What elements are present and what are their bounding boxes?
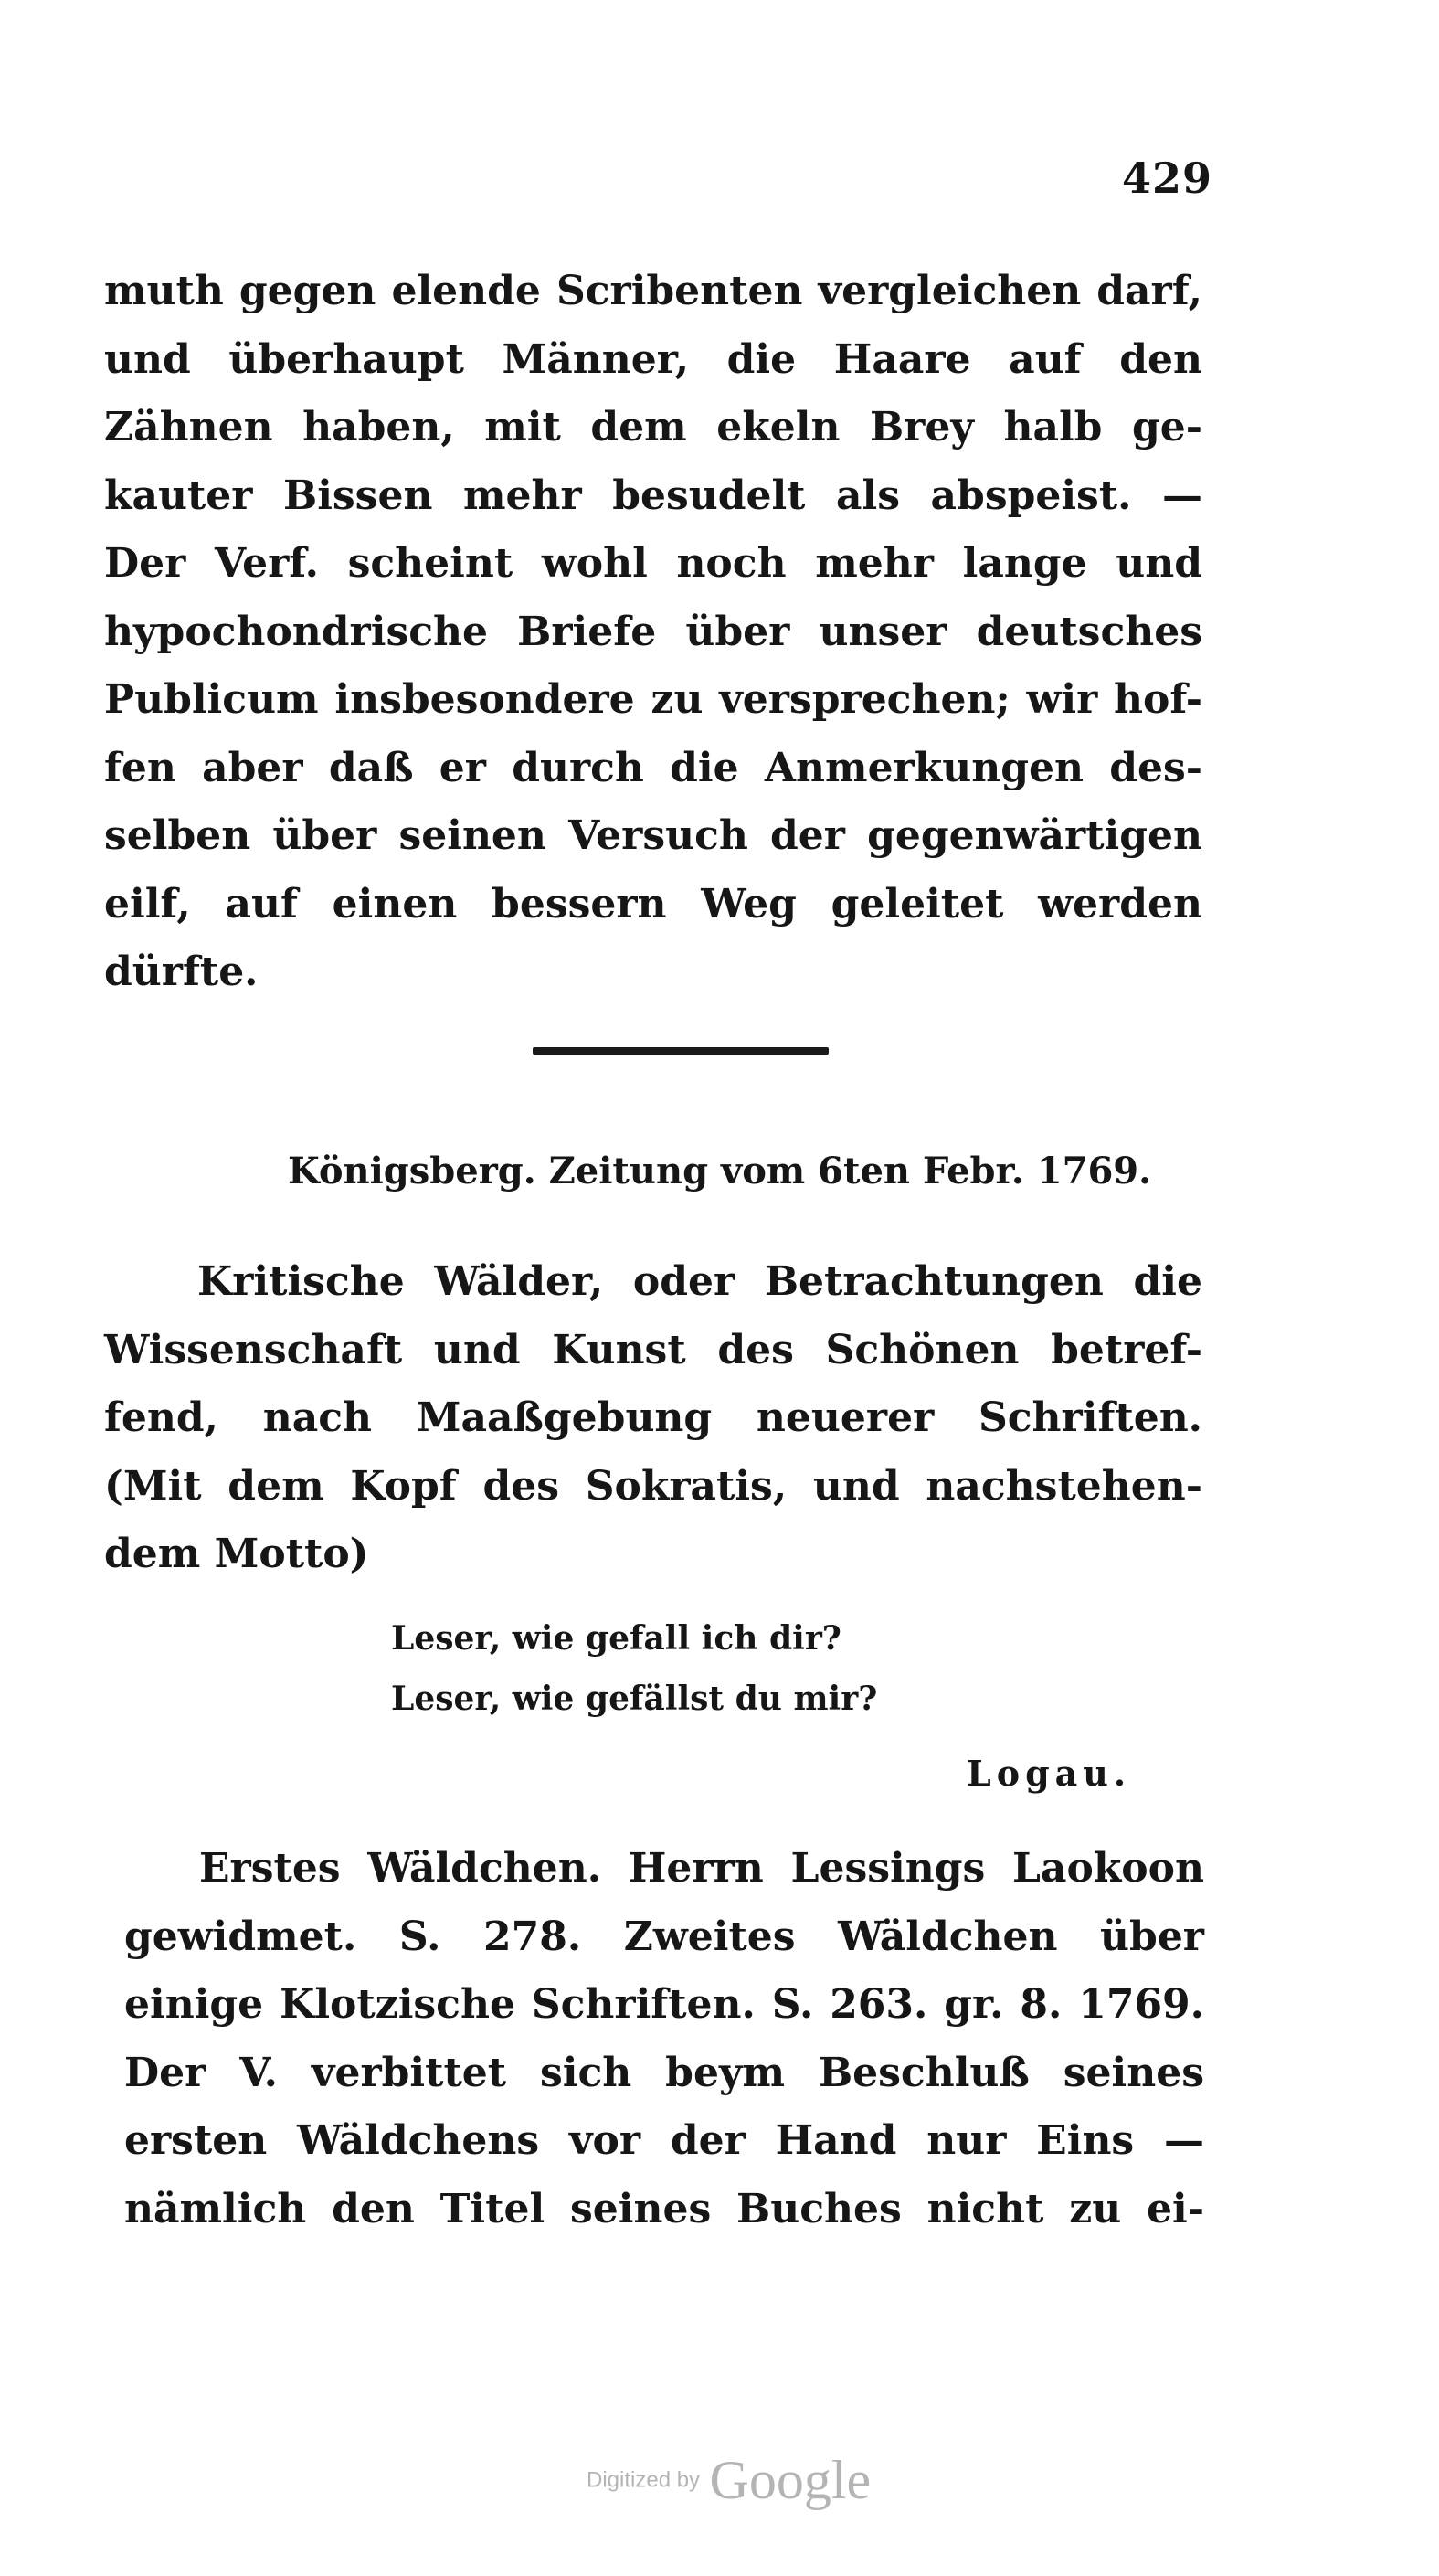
review-continuation — [104, 258, 1202, 1007]
text-line: fen aber daß er durch die Anmerkungen des- — [104, 744, 1202, 791]
text-line: dürfte. — [104, 949, 259, 995]
google-logo: Google — [709, 2450, 872, 2510]
motto-attribution: Logau. — [967, 1753, 1132, 1794]
text-line: und überhaupt Männer, die Haare auf den — [104, 335, 1202, 383]
text-line: (Mit dem Kopf des Sokratis, und nachstehen- — [104, 1462, 1202, 1510]
watermark-prefix: Digitized by — [587, 2467, 701, 2493]
text-line: hypochondrische Briefe über unser deutsches — [104, 608, 1202, 655]
review-body-paragraph — [124, 1835, 1204, 2243]
text-line: selben über seinen Versuch der gegenwärtigen — [104, 812, 1202, 859]
text-line: Kritische Wälder, oder Betrachtungen die — [197, 1258, 1202, 1305]
text-line: nämlich den Titel seines Buches nicht zu ei- — [124, 2185, 1204, 2232]
text-line: Der Verf. scheint wohl noch mehr lange und — [104, 540, 1202, 587]
book-title-paragraph — [104, 1248, 1202, 1589]
text-line: Zähnen haben, mit dem ekeln Brey halb ge- — [104, 404, 1202, 451]
text-line: gewidmet. S. 278. Zweites Wäldchen über — [124, 1913, 1204, 1960]
text-line: Erstes Wäldchen. Herrn Lessings Laokoon — [199, 1845, 1204, 1892]
text-line: fend, nach Maaßgebung neuerer Schriften. — [104, 1394, 1202, 1441]
text-line: kauter Bissen mehr besudelt als abspeist. — — [104, 472, 1202, 519]
motto-line: Leser, wie gefall ich dir? — [391, 1619, 841, 1658]
section-divider-rule — [533, 1047, 829, 1055]
text-line: einige Klotzische Schriften. S. 263. gr. 8. 1769. — [124, 1981, 1204, 2028]
text-line: Publicum insbesondere zu versprechen; wir hof- — [104, 676, 1202, 723]
text-line: muth gegen elende Scribenten vergleichen darf, — [104, 268, 1202, 314]
review-heading: Königsberg. Zeitung vom 6ten Febr. 1769. — [287, 1150, 1152, 1193]
text-line: Der V. verbittet sich beym Beschluß seines — [124, 2049, 1204, 2096]
page-number: 429 — [1122, 154, 1213, 203]
motto-line: Leser, wie gefällst du mir? — [391, 1680, 878, 1718]
text-line: eilf, auf einen bessern Weg geleitet werden — [104, 880, 1202, 928]
google-watermark — [587, 2449, 871, 2512]
text-line: dem Motto) — [104, 1531, 369, 1577]
text-line: Wissenschaft und Kunst des Schönen betref- — [104, 1326, 1202, 1373]
text-line: ersten Wäldchens vor der Hand nur Eins — — [124, 2117, 1204, 2164]
